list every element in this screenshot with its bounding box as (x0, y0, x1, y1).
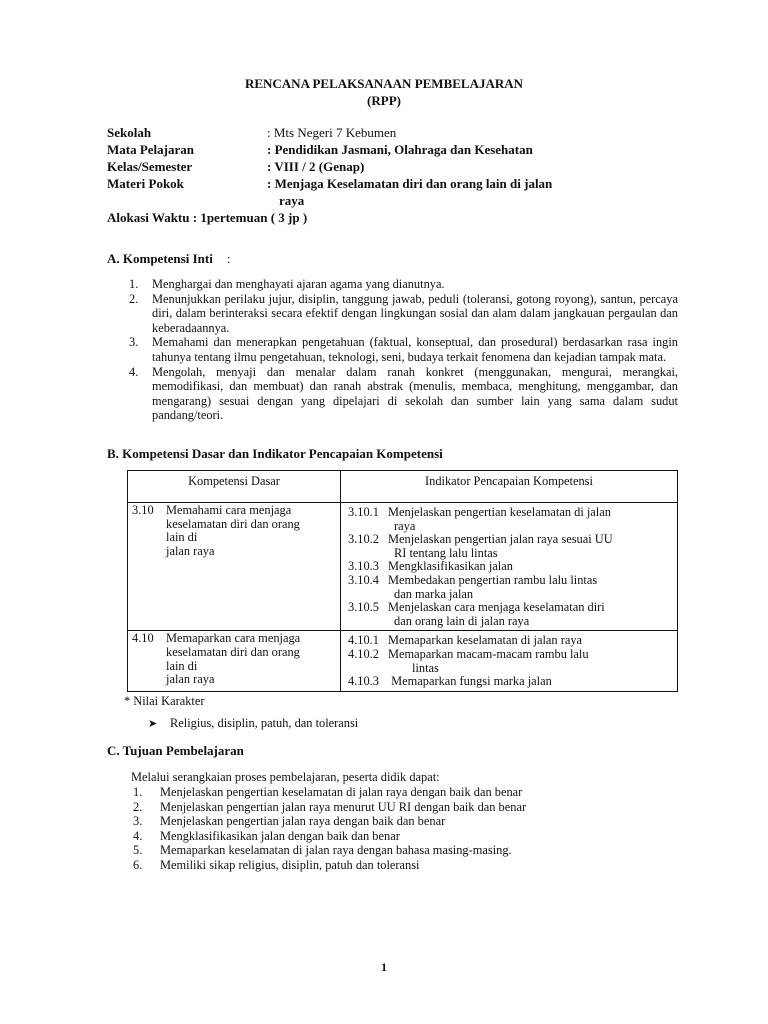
document-subtitle: (RPP) (367, 93, 401, 108)
identity-row-kelas (107, 158, 678, 175)
table-row (128, 631, 678, 691)
kelas-value: : VIII / 2 (Genap) (267, 159, 365, 174)
table-row (128, 503, 678, 631)
kd-cell (128, 503, 341, 631)
alokasi-waktu: Alokasi Waktu : 1pertemuan ( 3 jp ) (107, 210, 308, 225)
materi-label: Materi Pokok (107, 176, 184, 191)
sekolah-value: : Mts Negeri 7 Kebumen (267, 125, 397, 140)
list-item: 1. Menghargai dan menghayati ajaran agama yang dianutnya. (129, 277, 445, 291)
section-c-heading: C. Tujuan Pembelajaran (107, 743, 244, 758)
identity-row-mapel (107, 141, 678, 158)
indikator-item: 3.10.2 Menjelaskan pengertian jalan raya sesuai UU RI tentang lalu lintas (348, 532, 613, 560)
kd-entry: 4.10 Memaparkan cara menjaga keselamatan diri dan orang lain di jalan raya (132, 631, 301, 687)
list-item: 4. Mengklasifikasikan jalan dengan baik dan benar (133, 828, 400, 843)
list-item: 3. Menjelaskan pengertian jalan raya dengan baik dan benar (133, 814, 446, 829)
identity-row-sekolah (107, 124, 678, 141)
list-item: 1. Menjelaskan pengertian keselamatan di jalan raya dengan baik dan benar (133, 785, 523, 799)
list-item: 4. Mengolah, menyaji dan menalar dalam ranah konkret (menggunakan, mengurai, merangkai, memodifikasi, dan membuat) dan ranah abstrak (menulis, membaca, menghitung, menggambar, dan mengarang) sesuai dengan yang dipelajari di sekolah dan sumber lain yang sama dalam sudut pandang/teori. (129, 364, 678, 423)
nilai-karakter-note: * Nilai Karakter (124, 694, 205, 708)
kompetensi-table (127, 470, 678, 692)
indikator-item: 3.10.1 Menjelaskan pengertian keselamatan di jalan raya (348, 505, 611, 533)
sekolah-label: Sekolah (107, 125, 152, 140)
list-item: 2. Menjelaskan pengertian jalan raya menurut UU RI dengan baik dan benar (133, 799, 527, 814)
materi-value: : Menjaga Keselamatan diri dan orang lain di jalan (267, 176, 553, 191)
materi-value-cont: raya (279, 193, 305, 208)
nilai-karakter-bullet (148, 716, 358, 731)
kompetensi-inti-list (107, 277, 678, 423)
mapel-value: : Pendidikan Jasmani, Olahraga dan Kesehatan (267, 142, 533, 157)
indikator-item: 4.10.3 Memaparkan fungsi marka jalan (348, 674, 552, 689)
table-header-indikator: Indikator Pencapaian Kompetensi (341, 471, 678, 503)
list-item: 2. Menunjukkan perilaku jujur, disiplin, tanggung jawab, peduli (toleransi, gotong royong), santun, percaya diri, dalam berinteraksi secara efektif dengan lingkungan sosial dan alam dalam jangkauan pergaulan dan keberadaannya. (129, 291, 678, 335)
section-a-heading (107, 251, 230, 267)
page-number: 1 (381, 960, 387, 974)
kelas-label: Kelas/Semester (107, 159, 193, 174)
section-c-intro: Melalui serangkaian proses pembelajaran, peserta didik dapat: (131, 770, 440, 784)
indikator-item: 3.10.4 Membedakan pengertian rambu lalu lintas dan marka jalan (348, 572, 598, 601)
indikator-item: 4.10.2 Memaparkan macam-macam rambu lalu lintas (348, 646, 589, 675)
list-item: 5. Memaparkan keselamatan di jalan raya dengan bahasa masing-masing. (133, 843, 512, 858)
tujuan-list (107, 785, 678, 873)
indikator-item: 3.10.5 Menjelaskan cara menjaga keselamatan diri dan orang lain di jalan raya (348, 600, 605, 628)
indikator-item: 3.10.3 Mengklasifikasikan jalan (348, 559, 513, 574)
identity-row-materi (107, 175, 678, 209)
section-a-colon: : (226, 251, 231, 266)
kd-cell (128, 631, 341, 691)
indikator-item: 4.10.1 Memaparkan keselamatan di jalan raya (348, 633, 583, 648)
mapel-label: Mata Pelajaran (107, 142, 195, 157)
section-a-title: A. Kompetensi Inti (107, 251, 213, 266)
arrowhead-bullet-icon: ➤ (148, 717, 158, 730)
table-header-row (128, 471, 678, 503)
indikator-cell (341, 631, 678, 691)
list-item: 3. Memahami dan menerapkan pengetahuan (faktual, konseptual, dan prosedural) berdasarkan rasa ingin tahunya tentang ilmu pengetahuan, teknologi, seni, budaya terkait fenomena dan kejadian tampak mata. (129, 335, 678, 364)
document-title: RENCANA PELAKSANAAN PEMBELAJARAN (244, 76, 524, 91)
nilai-karakter-text: Religius, disiplin, patuh, dan toleransi (170, 716, 359, 730)
list-item: 6. Memiliki sikap religius, disiplin, patuh dan toleransi (133, 857, 420, 872)
indikator-cell (341, 503, 678, 631)
table-header-kd: Kompetensi Dasar (128, 471, 341, 503)
section-b-heading: B. Kompetensi Dasar dan Indikator Pencapaian Kompetensi (107, 446, 443, 461)
kd-entry: 3.10 Memahami cara menjaga keselamatan diri dan orang lain di jalan raya (132, 503, 300, 558)
